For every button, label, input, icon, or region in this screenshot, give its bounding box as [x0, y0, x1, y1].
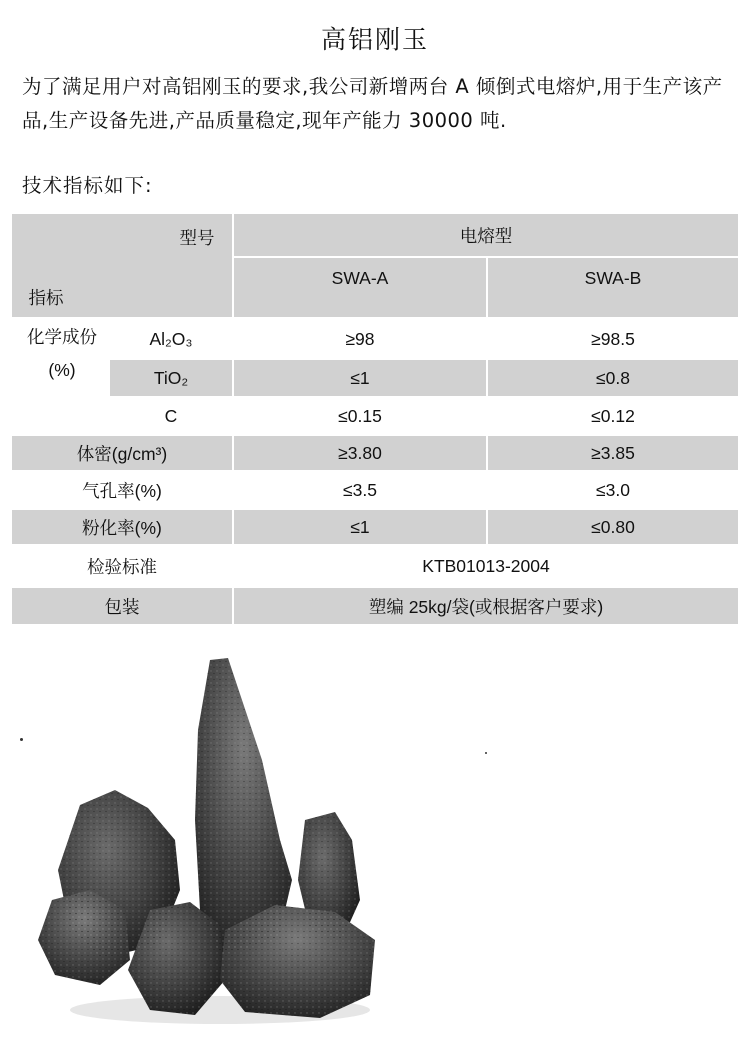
speck-mark: [485, 752, 487, 754]
spec-table: [12, 214, 738, 624]
tech-heading: 技术指标如下:: [22, 174, 153, 197]
row-density-b: ≥3.85: [488, 436, 738, 470]
row-tio2-a: ≤1: [234, 360, 486, 396]
intro-paragraph: 为了满足用户对高铝刚玉的要求,我公司新增两台 A 倾倒式电熔炉,用于生产该产品,生产设备先进,产品质量稳定,现年产能力 30000 吨.: [22, 75, 723, 132]
row-c-b: ≤0.12: [591, 405, 635, 426]
row-porosity-label: 气孔率(%): [82, 480, 162, 501]
row-al2o3-b: ≥98.5: [591, 328, 635, 349]
header-model-label: 型号: [179, 227, 215, 248]
row-density-a: ≥3.80: [234, 436, 486, 470]
header-indicator-label: 指标: [28, 287, 64, 308]
chem-unit: (%): [48, 359, 76, 380]
row-porosity-a: ≤3.5: [343, 479, 377, 500]
row-tio2-label: TiO₂: [110, 360, 232, 396]
row-tio2-b: ≤0.8: [488, 360, 738, 396]
row-packing-label: 包装: [12, 588, 232, 624]
col-b-header: SWA-B: [488, 258, 738, 317]
row-density-label: 体密(g/cm³): [12, 436, 232, 470]
row-c-a: ≤0.15: [338, 405, 382, 426]
row-al2o3-label: Al₂O₃: [149, 328, 193, 349]
chem-label: 化学成份: [27, 326, 97, 347]
row-standard-value: KTB01013-2004: [422, 555, 550, 576]
row-standard-label: 检验标准: [87, 556, 157, 577]
row-pulver-b: ≤0.80: [488, 510, 738, 544]
row-al2o3-a: ≥98: [345, 328, 375, 349]
row-packing-value: 塑编 25kg/袋(或根据客户要求): [234, 588, 738, 624]
row-pulver-a: ≤1: [234, 510, 486, 544]
product-photo: [30, 640, 390, 1030]
row-pulver-label: 粉化率(%): [12, 510, 232, 544]
page-title: 高铝刚玉: [320, 25, 429, 54]
col-a-header: SWA-A: [234, 258, 486, 317]
header-type-cell: 电熔型: [234, 214, 738, 256]
row-c-label: C: [164, 405, 178, 426]
row-porosity-b: ≤3.0: [596, 479, 630, 500]
speck-mark: [20, 738, 23, 741]
